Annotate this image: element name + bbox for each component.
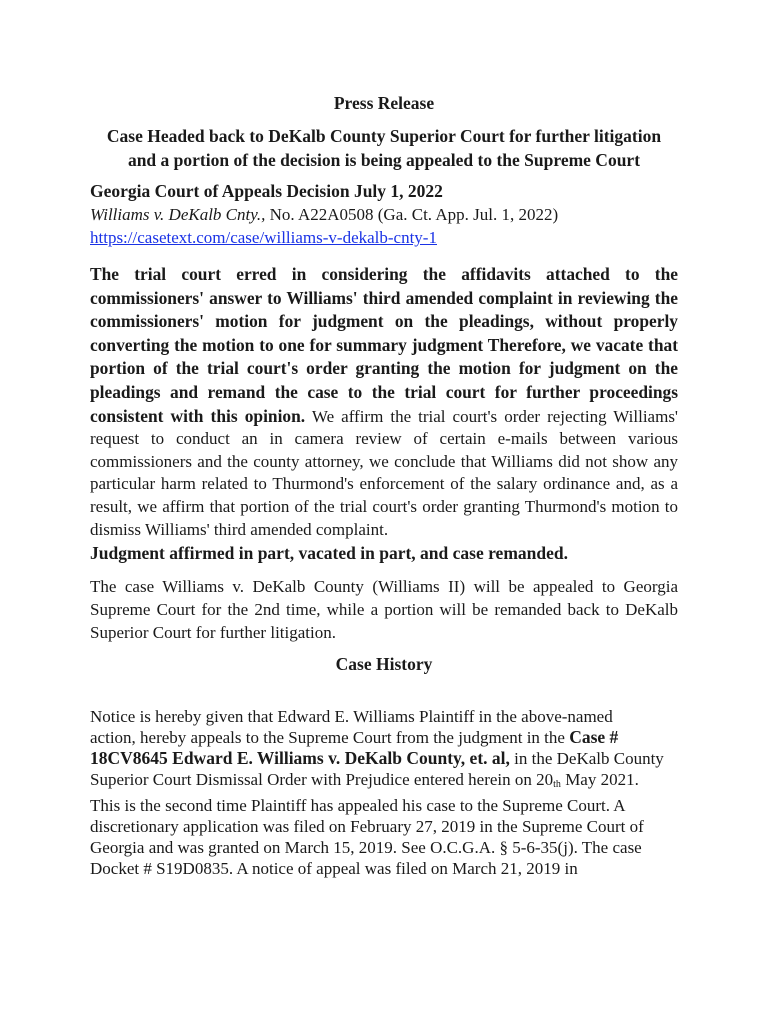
citation-reference: No. A22A0508 (Ga. Ct. App. Jul. 1, 2022) [265,205,559,224]
summary-affirmation: We affirm the trial court's order rejecting Williams' request to conduct an in camera review of certain e-mails between various commissioners and the county attorney, we conclude that Williams did not show any particular harm related to Thurmond's enforcement of the salary ordinance and, as a result, we affirm that portion of the trial court's order granting Thurmond's motion to dismiss Williams' third amended complaint. [90,406,678,539]
notice-line [90,727,678,748]
remand-paragraph: The case Williams v. DeKalb County (Williams II) will be appealed to Georgia Supreme Court for the 2nd time, while a portion will be remanded back to DeKalb Superior Court for further litigation. [90,577,678,642]
summary-holding: The trial court erred in considering the affidavits attached to the commissioners' answer to Williams' third amended complaint in reviewing the commissioners' motion for judgment on the pleadings, without properly converting the motion to one for summary judgment Therefore, we vacate that portion of the trial court's order granting the motion for judgment on the pleadings and remand the case to the trial court for further proceedings consistent with this opinion. [90,264,678,426]
notice-line [90,748,678,769]
decision-summary [90,263,678,541]
case-number-title: 18CV8645 Edward E. Williams v. DeKalb County, et. al, [90,748,510,768]
ordinal-suffix: th [553,779,561,790]
notice-line: Georgia and was granted on March 15, 2019. See O.C.G.A. § 5-6-35(j). The case [90,838,642,857]
notice-text: Superior Court Dismissal Order with Prejudice entered herein on 20 [90,770,554,789]
press-release-title: Press Release [333,93,435,113]
notice-line: This is the second time Plaintiff has appealed his case to the Supreme Court. A [90,796,626,815]
notice-text: action, hereby appeals to the Supreme Court from the judgment in the [90,728,570,747]
headline-line-2: and a portion of the decision is being appealed to the Supreme Court [127,150,641,170]
notice-line: Notice is hereby given that Edward E. Williams Plaintiff in the above-named [90,707,613,726]
citation [90,203,678,226]
headline [90,124,678,172]
notice-text: May 2021. [560,770,639,789]
casetext-link[interactable]: https://casetext.com/case/williams-v-dekalb-cnty-1 [90,228,437,247]
headline-line-1: Case Headed back to DeKalb County Superior Court for further litigation [106,126,662,146]
notice-line: Docket # S19D0835. A notice of appeal was filed on March 21, 2019 in [90,859,578,878]
judgment-line: Judgment affirmed in part, vacated in part, and case remanded. [90,543,568,563]
notice-paragraph [90,706,678,879]
citation-case-name: Williams v. DeKalb Cnty., [90,205,266,224]
notice-line: discretionary application was filed on February 27, 2019 in the Supreme Court of [90,817,644,836]
notice-line [90,769,678,795]
decision-block [90,180,678,249]
case-number-label: Case # [569,727,619,747]
notice-text: in the DeKalb County [509,749,664,768]
case-history-heading: Case History [335,654,433,674]
decision-title: Georgia Court of Appeals Decision July 1, 2022 [90,181,443,201]
